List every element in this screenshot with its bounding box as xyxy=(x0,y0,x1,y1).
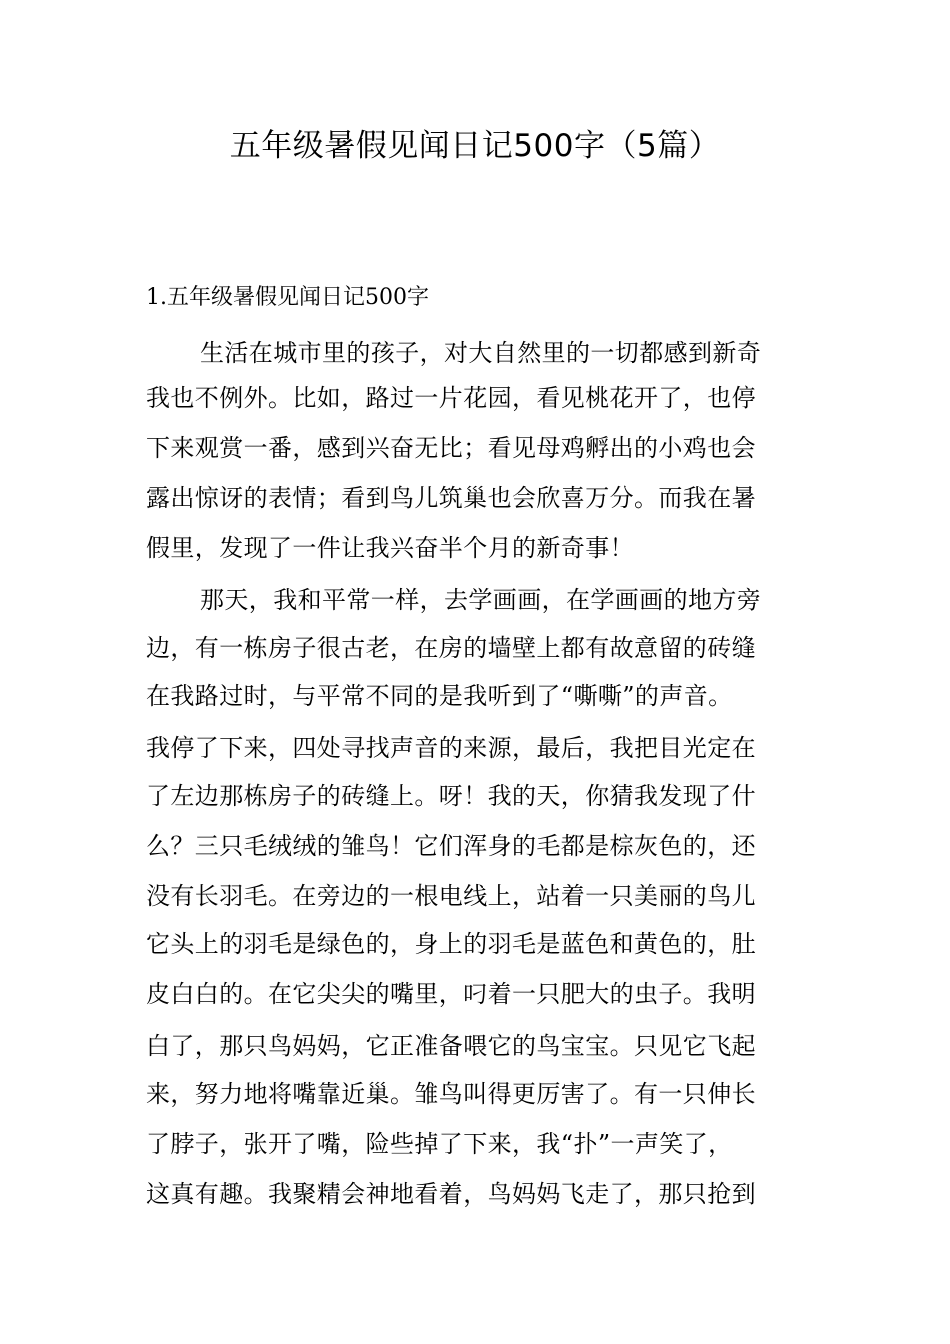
text-line: 我停了下来，四处寻找声音的来源，最后，我把目光定在 xyxy=(146,734,756,762)
text-line: 么？三只毛绒绒的雏鸟！它们浑身的毛都是棕灰色的，还 xyxy=(146,832,756,860)
text-line: 这真有趣。我聚精会神地看着，鸟妈妈飞走了，那只抢到 xyxy=(146,1180,756,1208)
section-heading: 1.五年级暑假见闻日记500字 xyxy=(146,285,429,310)
text-line: 皮白白的。在它尖尖的嘴里，叼着一只肥大的虫子。我明 xyxy=(146,980,756,1008)
text-line: 生活在城市里的孩子，对大自然里的一切都感到新奇 xyxy=(200,339,762,367)
text-line: 没有长羽毛。在旁边的一根电线上，站着一只美丽的鸟儿 xyxy=(146,882,756,910)
text-line: 边，有一栋房子很古老，在房的墙壁上都有故意留的砖缝 xyxy=(146,634,756,662)
text-line: 我也不例外。比如，路过一片花园，看见桃花开了，也停 xyxy=(146,384,756,412)
text-line: 露出惊讶的表情；看到鸟儿筑巢也会欣喜万分。而我在暑 xyxy=(146,484,756,512)
text-line: 那天，我和平常一样，去学画画，在学画画的地方旁 xyxy=(200,586,762,614)
text-line: 了左边那栋房子的砖缝上。呀！我的天，你猜我发现了什 xyxy=(146,782,756,810)
text-line: 假里，发现了一件让我兴奋半个月的新奇事！ xyxy=(146,534,634,562)
text-line: 了脖子，张开了嘴，险些掉了下来，我“扑”一声笑了， xyxy=(146,1130,733,1158)
text-line: 在我路过时，与平常不同的是我听到了“嘶嘶”的声音。 xyxy=(146,682,733,710)
text-line: 白了，那只鸟妈妈，它正准备喂它的鸟宝宝。只见它飞起 xyxy=(146,1032,756,1060)
page-title: 五年级暑假见闻日记500字（5篇） xyxy=(229,128,721,164)
text-line: 它头上的羽毛是绿色的，身上的羽毛是蓝色和黄色的，肚 xyxy=(146,930,756,958)
text-line: 来，努力地将嘴靠近巢。雏鸟叫得更厉害了。有一只伸长 xyxy=(146,1080,756,1108)
text-line: 下来观赏一番，感到兴奋无比；看见母鸡孵出的小鸡也会 xyxy=(146,434,756,462)
